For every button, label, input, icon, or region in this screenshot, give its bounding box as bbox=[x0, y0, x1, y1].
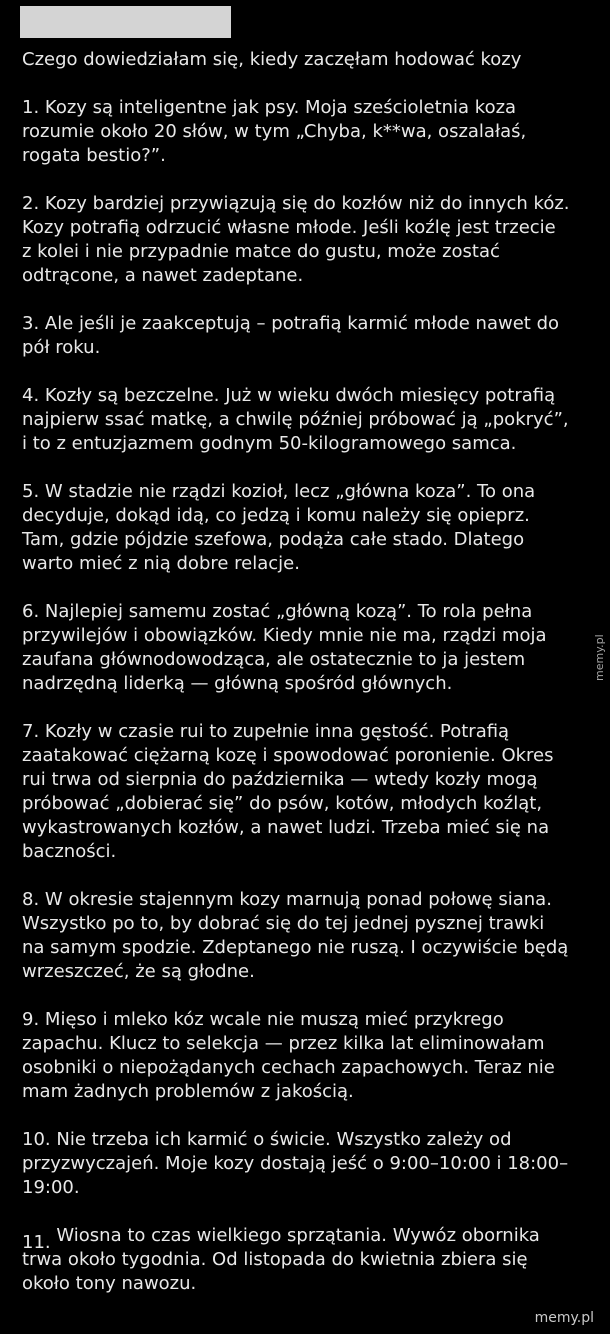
item-text: Ale jeśli je zaakceptują – potrafią karmić młode nawet do pół roku. bbox=[22, 313, 560, 358]
list-item-8 bbox=[22, 888, 588, 984]
item-number: 10. bbox=[22, 1129, 51, 1150]
list-item-1 bbox=[22, 96, 588, 168]
item-number: 5. bbox=[22, 481, 40, 502]
item-number: 9. bbox=[22, 1009, 40, 1030]
post-content bbox=[22, 48, 588, 1320]
item-text: Kozły w czasie rui to zupełnie inna gęstość. Potrafią zaatakować ciężarną kozę i spowodować poronienie. Okres rui trwa od sierpnia do października — wtedy kozły mogą próbować „dobierać się” do psów, kotów, młodych koźląt, wykastrowanych kozłów, a nawet ludzi. Trzeba mieć się na baczności. bbox=[22, 721, 554, 862]
item-number: 8. bbox=[22, 889, 40, 910]
item-text: Wiosna to czas wielkiego sprzątania. Wywóz obornika trwa około tygodnia. Od listopada do kwietnia zbiera się około tony nawozu. bbox=[22, 1225, 540, 1294]
list-item-3 bbox=[22, 312, 588, 360]
item-text: Kozy bardziej przywiązują się do kozłów niż do innych kóz. Kozy potrafią odrzucić własne młode. Jeśli koźlę jest trzecie z kolei i nie przypadnie matce do gustu, może zostać odtrącone, a nawet zadeptane. bbox=[22, 193, 570, 286]
post-title: Czego dowiedziałam się, kiedy zaczęłam hodować kozy bbox=[22, 49, 522, 70]
item-text: Mięso i mleko kóz wcale nie muszą mieć przykrego zapachu. Klucz to selekcja — przez kilka lat eliminowałam osobniki o niepożądanych cechach zapachowych. Teraz nie mam żadnych problemów z jakością. bbox=[22, 1009, 555, 1102]
list-item-6 bbox=[22, 600, 588, 696]
list-item-4 bbox=[22, 384, 588, 456]
list-item-2 bbox=[22, 192, 588, 288]
bottom-watermark: memy.pl bbox=[534, 1310, 594, 1326]
item-number: 1. bbox=[22, 97, 40, 118]
list-item-7 bbox=[22, 720, 588, 864]
item-number: 3. bbox=[22, 313, 40, 334]
side-watermark: memy.pl bbox=[593, 634, 606, 682]
item-number: 6. bbox=[22, 601, 40, 622]
list-item-10 bbox=[22, 1128, 588, 1200]
item-text: W okresie stajennym kozy marnują ponad połowę siana. Wszystko po to, by dobrać się do tej jednej pysznej trawki na samym spodzie. Zdeptanego nie ruszą. I oczywiście będą wrzeszczeć, że są głodne. bbox=[22, 889, 569, 982]
item-text: Kozy są inteligentne jak psy. Moja sześcioletnia koza rozumie około 20 słów, w tym „Chyba, k**wa, oszalałaś, rogata bestio?”. bbox=[22, 97, 527, 166]
list-item-9 bbox=[22, 1008, 588, 1104]
item-number: 7. bbox=[22, 721, 40, 742]
item-number: 4. bbox=[22, 385, 40, 406]
list-item-11 bbox=[22, 1224, 588, 1296]
item-text: Nie trzeba ich karmić o świcie. Wszystko zależy od przyzwyczajeń. Moje kozy dostają jeść o 9:00–10:00 i 18:00– 19:00. bbox=[22, 1129, 569, 1198]
list-item-5 bbox=[22, 480, 588, 576]
item-text: Najlepiej samemu zostać „główną kozą”. To rola pełna przywilejów i obowiązków. Kiedy mnie nie ma, rządzi moja zaufana głównodowodząca, ale ostatecznie to ja jestem nadrzędną liderką — główną spośród głównych. bbox=[22, 601, 547, 694]
item-text: Kozły są bezczelne. Już w wieku dwóch miesięcy potrafią najpierw ssać matkę, a chwilę później próbować ją „pokryć”, i to z entuzjazmem godnym 50-kilogramowego samca. bbox=[22, 385, 569, 454]
item-number: 2. bbox=[22, 193, 40, 214]
item-text: W stadzie nie rządzi kozioł, lecz „główna koza”. To ona decyduje, dokąd idą, co jedzą i komu należy się opieprz. Tam, gdzie pójdzie szefowa, podąża całe stado. Dlatego warto mieć z nią dobre relacje. bbox=[22, 481, 536, 574]
redacted-author-box bbox=[20, 6, 231, 38]
item-number: 11. bbox=[22, 1232, 51, 1253]
